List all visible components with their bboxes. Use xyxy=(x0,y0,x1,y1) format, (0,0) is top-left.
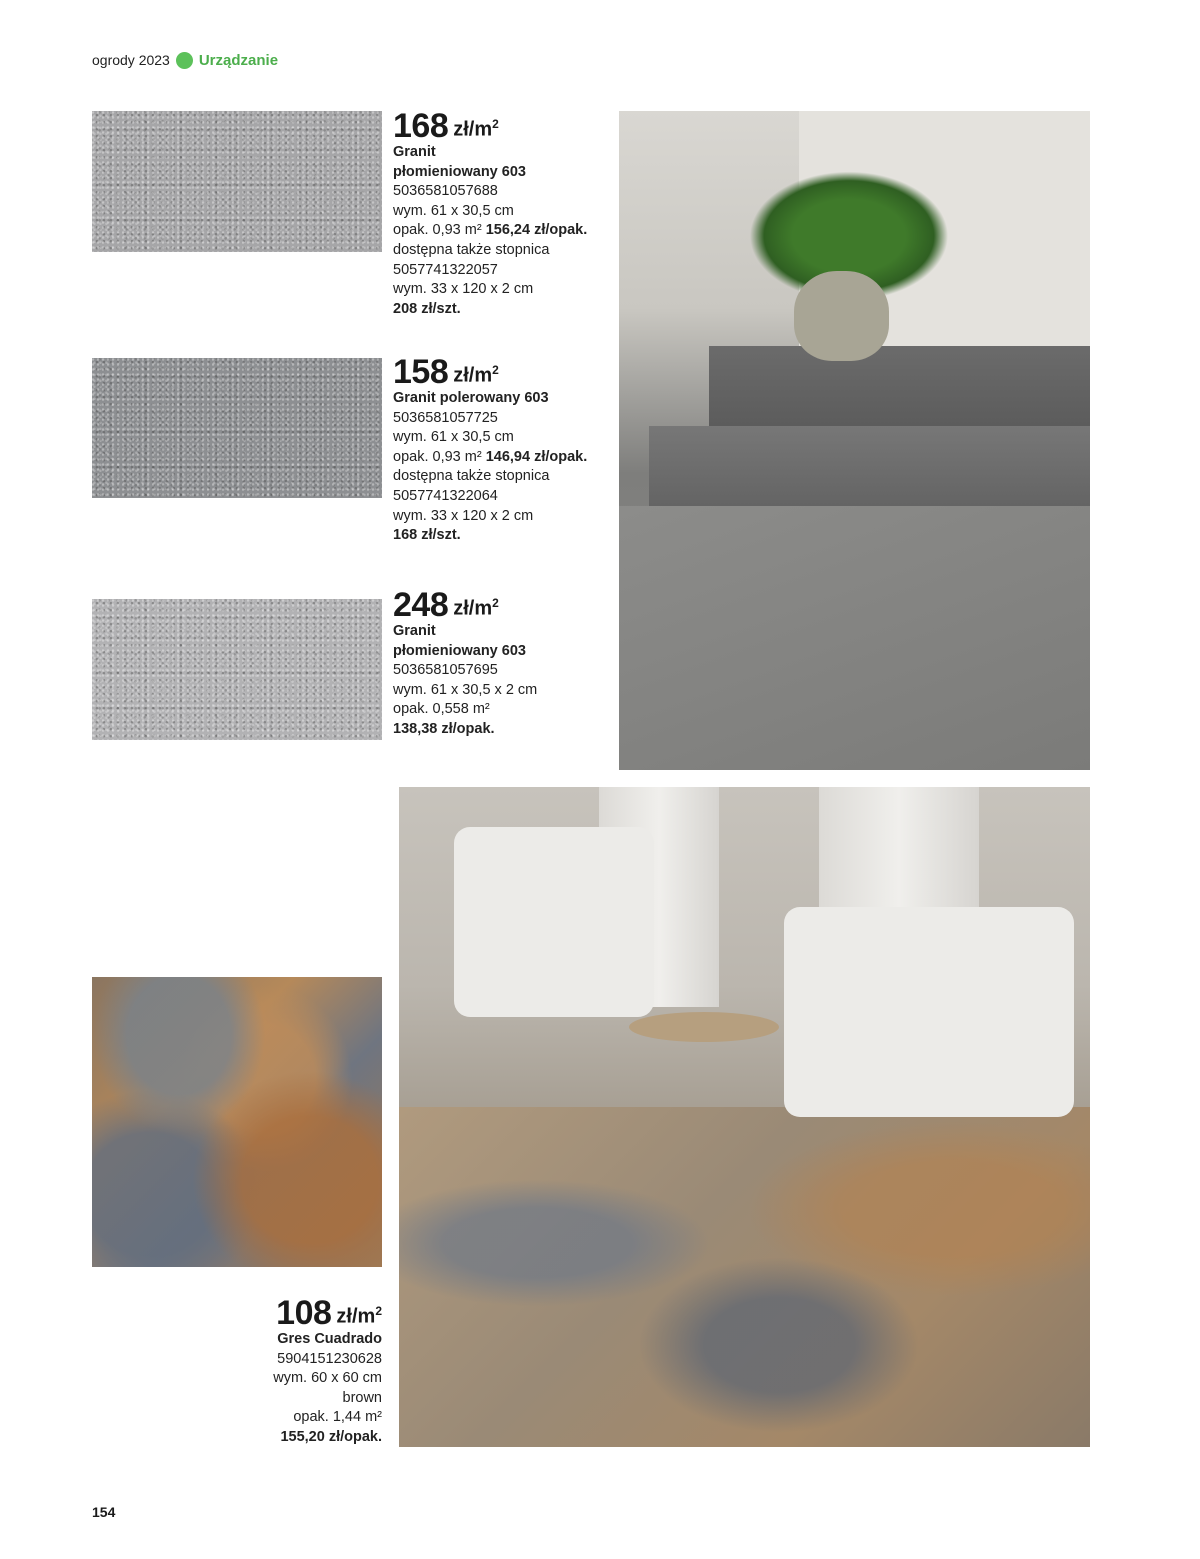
product-ean: 5036581057725 xyxy=(393,409,498,426)
product-ean: 5904151230628 xyxy=(277,1350,382,1367)
extra-dims: wym. 33 x 120 x 2 cm xyxy=(393,281,534,298)
pack-price: 155,20 zł/opak. xyxy=(280,1428,382,1445)
extra-price: 168 zł/szt. xyxy=(393,527,461,544)
price-value: 168 xyxy=(393,107,449,145)
price-value: 158 xyxy=(393,353,449,391)
product-ean: 5036581057688 xyxy=(393,183,498,200)
price-unit: $zł/m^2$ xyxy=(453,363,499,387)
price-value: 108 xyxy=(276,1294,332,1332)
product-pack: opak. 0,93 m² 156,24 zł/opak. xyxy=(393,222,588,239)
product-pack: opak. 0,558 m² xyxy=(393,701,490,718)
gres-cuadrado-swatch xyxy=(92,977,382,1267)
product-card xyxy=(393,588,537,740)
product-name: płomieniowany 603 xyxy=(393,642,526,659)
armchair xyxy=(454,827,654,1017)
product-dims: wym. 60 x 60 cm xyxy=(273,1370,382,1387)
extra-ean: 5057741322057 xyxy=(393,261,498,278)
price-unit: $zł/m^2$ xyxy=(336,1304,382,1328)
price-value: 248 xyxy=(393,586,449,624)
product-card xyxy=(200,1296,382,1448)
extra-dims: wym. 33 x 120 x 2 cm xyxy=(393,507,534,524)
floor xyxy=(619,506,1090,770)
granite-polished-swatch xyxy=(92,358,382,498)
page-header xyxy=(92,48,278,72)
product-pack: opak. 1,44 m² xyxy=(293,1409,382,1426)
price xyxy=(393,109,587,143)
plant-pot xyxy=(794,271,889,361)
granite-stairs-photo xyxy=(619,111,1090,770)
lower-step xyxy=(649,426,1090,506)
product-dims: wym. 61 x 30,5 x 2 cm xyxy=(393,681,538,698)
price xyxy=(200,1296,382,1330)
coffee-table xyxy=(629,1012,779,1042)
price xyxy=(393,355,587,389)
patio-photo xyxy=(399,787,1090,1447)
pack-price: 138,38 zł/opak. xyxy=(393,720,495,737)
product-name: Granit polerowany 603 xyxy=(393,390,549,406)
section-title: Urządzanie xyxy=(198,51,279,69)
product-name: Granit xyxy=(393,623,436,639)
product-card xyxy=(393,109,587,319)
extra-price: 208 zł/szt. xyxy=(393,300,461,317)
granite-flamed-swatch xyxy=(92,111,382,252)
product-dims: wym. 61 x 30,5 cm xyxy=(393,202,514,219)
page-number: 154 xyxy=(92,1504,116,1520)
product-card xyxy=(393,355,587,546)
extra-note: dostępna także stopnica xyxy=(393,241,550,258)
price-unit: $zł/m^2$ xyxy=(453,596,499,620)
stone-floor xyxy=(399,1107,1090,1447)
catalog-title: ogrody 2023 xyxy=(92,52,170,68)
product-name: Granit xyxy=(393,144,436,160)
product-ean: 5036581057695 xyxy=(393,662,498,679)
product-color: brown xyxy=(342,1389,382,1406)
extra-ean: 5057741322064 xyxy=(393,487,498,504)
price-unit: $zł/m^2$ xyxy=(453,117,499,141)
product-name: Gres Cuadrado xyxy=(277,1331,382,1347)
granite-flamed-thick-swatch xyxy=(92,599,382,740)
upper-step xyxy=(709,346,1090,426)
section-dot-icon xyxy=(176,52,193,69)
price xyxy=(393,588,537,622)
product-pack: opak. 0,93 m² 146,94 zł/opak. xyxy=(393,448,588,465)
extra-note: dostępna także stopnica xyxy=(393,468,550,485)
product-name: płomieniowany 603 xyxy=(393,163,526,180)
armchair xyxy=(784,907,1074,1117)
product-dims: wym. 61 x 30,5 cm xyxy=(393,429,514,446)
